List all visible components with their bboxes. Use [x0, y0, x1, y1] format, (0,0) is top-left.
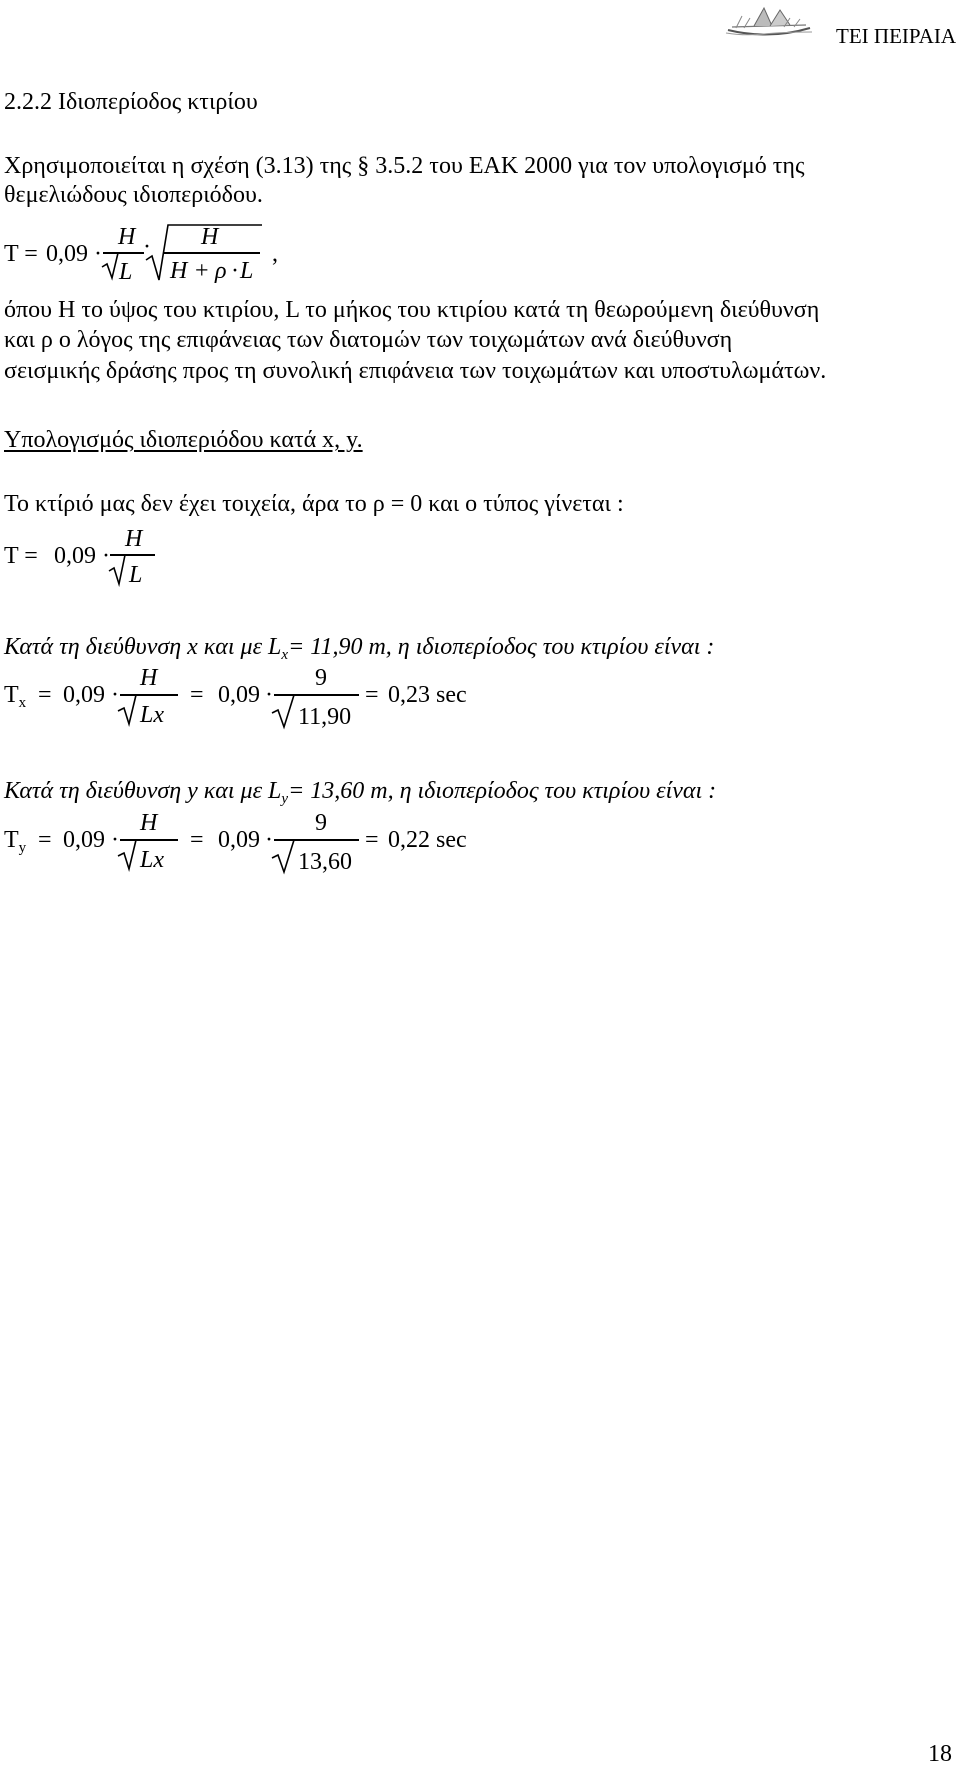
formula-comma: , — [272, 241, 278, 267]
multiply-dot: · — [111, 682, 119, 708]
ship-logo-icon — [724, 6, 814, 45]
formula-coef: 0,09 — [218, 682, 260, 708]
equals-sign: = — [38, 827, 52, 853]
sqrt-sign-icon — [116, 693, 138, 727]
fraction-denominator: Lx — [140, 847, 164, 873]
denominator-plus: + — [195, 258, 209, 284]
fraction-numerator: H — [201, 224, 219, 250]
formula-coef: 0,09 — [46, 241, 88, 267]
fraction-bar — [103, 252, 144, 254]
fraction-denominator: L — [129, 562, 143, 588]
intro-line-2: θεμελιώδους ιδιοπεριόδου. — [4, 182, 263, 208]
period-symbol: $T_x$ — [4, 682, 27, 711]
intro-text: = 13,60 m, η ιδιοπερίοδος του κτιρίου είναι : — [288, 778, 717, 804]
definition-line-2: και ρ ο λόγος της επιφάνειας των διατομών των τοιχωμάτων ανά διεύθυνση — [4, 327, 733, 353]
fraction-bar — [274, 694, 359, 696]
multiply-dot: · — [265, 827, 273, 853]
intro-text: Κατά τη διεύθυνση y και με L — [4, 778, 282, 804]
formula-coef: 0,09 — [54, 543, 96, 569]
section-title: 2.2.2 Ιδιοπερίοδος κτιρίου — [4, 89, 258, 115]
multiply-dot: · — [231, 258, 239, 284]
intro-text: Κατά τη διεύθυνση x και με L — [4, 634, 282, 660]
fraction-numerator: H — [118, 224, 136, 250]
multiply-dot: · — [94, 241, 102, 267]
page-number: 18 — [928, 1741, 952, 1767]
no-walls-text: Το κτίριό μας δεν έχει τοιχεία, άρα το ρ = 0 και ο τύπος γίνεται : — [4, 491, 624, 517]
result-value: 0,22 sec — [388, 827, 467, 853]
fraction-denominator: 13,60 — [298, 849, 352, 875]
fraction-numerator: 9 — [315, 665, 327, 691]
fraction-bar — [120, 839, 178, 841]
denominator-l: L — [240, 258, 254, 284]
period-symbol: $T_y$ — [4, 827, 27, 856]
equals-sign: = — [190, 682, 204, 708]
calculation-heading: Υπολογισμός ιδιοπεριόδου κατά x, y. — [4, 427, 363, 453]
fraction-bar — [274, 839, 359, 841]
equals-sign: = — [365, 682, 379, 708]
denominator-h: H — [170, 258, 188, 284]
sqrt-sign-icon — [270, 838, 296, 876]
fraction-numerator: H — [140, 810, 158, 836]
multiply-dot: · — [265, 682, 273, 708]
institution-name: ΤΕΙ ΠΕΙΡΑΙΑ — [836, 24, 956, 48]
fraction-bar — [120, 694, 178, 696]
multiply-dot: · — [143, 234, 151, 260]
definition-line-1: όπου Η το ύψος του κτιρίου, L το μήκος του κτιρίου κατά τη θεωρούμενη διεύθυνση — [4, 297, 820, 323]
fraction-denominator: Lx — [140, 702, 164, 728]
sqrt-sign-icon — [100, 251, 120, 281]
formula-lhs: T = — [4, 241, 38, 267]
intro-subscript: y — [281, 791, 289, 807]
equals-sign: = — [365, 827, 379, 853]
fraction-numerator: H — [140, 665, 158, 691]
intro-subscript: x — [281, 647, 289, 663]
denominator-rho: ρ — [215, 258, 227, 284]
sqrt-sign-icon — [270, 693, 296, 731]
fraction-denominator: L — [119, 259, 133, 285]
page-header — [0, 0, 960, 50]
multiply-dot: · — [111, 827, 119, 853]
equals-sign: = — [190, 827, 204, 853]
equals-sign: = — [38, 682, 52, 708]
fraction-numerator: H — [125, 526, 143, 552]
fraction-bar — [110, 554, 155, 556]
fraction-denominator: 11,90 — [298, 704, 352, 730]
result-value: 0,23 sec — [388, 682, 467, 708]
fraction-numerator: 9 — [315, 810, 327, 836]
formula-lhs: T = — [4, 543, 38, 569]
sqrt-sign-icon — [107, 553, 127, 587]
intro-line-1: Χρησιμοποιείται η σχέση (3.13) της § 3.5.2 του ΕΑΚ 2000 για τον υπολογισμό της — [4, 153, 805, 179]
direction-y-intro — [4, 776, 716, 814]
formula-coef: 0,09 — [63, 827, 105, 853]
formula-coef: 0,09 — [63, 682, 105, 708]
fraction-bar — [163, 252, 260, 254]
formula-coef: 0,09 — [218, 827, 260, 853]
direction-x-intro — [4, 632, 714, 670]
sqrt-sign-icon — [116, 838, 138, 872]
multiply-dot: · — [102, 543, 110, 569]
intro-text: = 11,90 m, η ιδιοπερίοδος του κτιρίου είναι : — [288, 634, 715, 660]
definition-line-3: σεισμικής δράσης προς τη συνολική επιφάνεια των τοιχωμάτων και υποστυλωμάτων. — [4, 358, 827, 384]
